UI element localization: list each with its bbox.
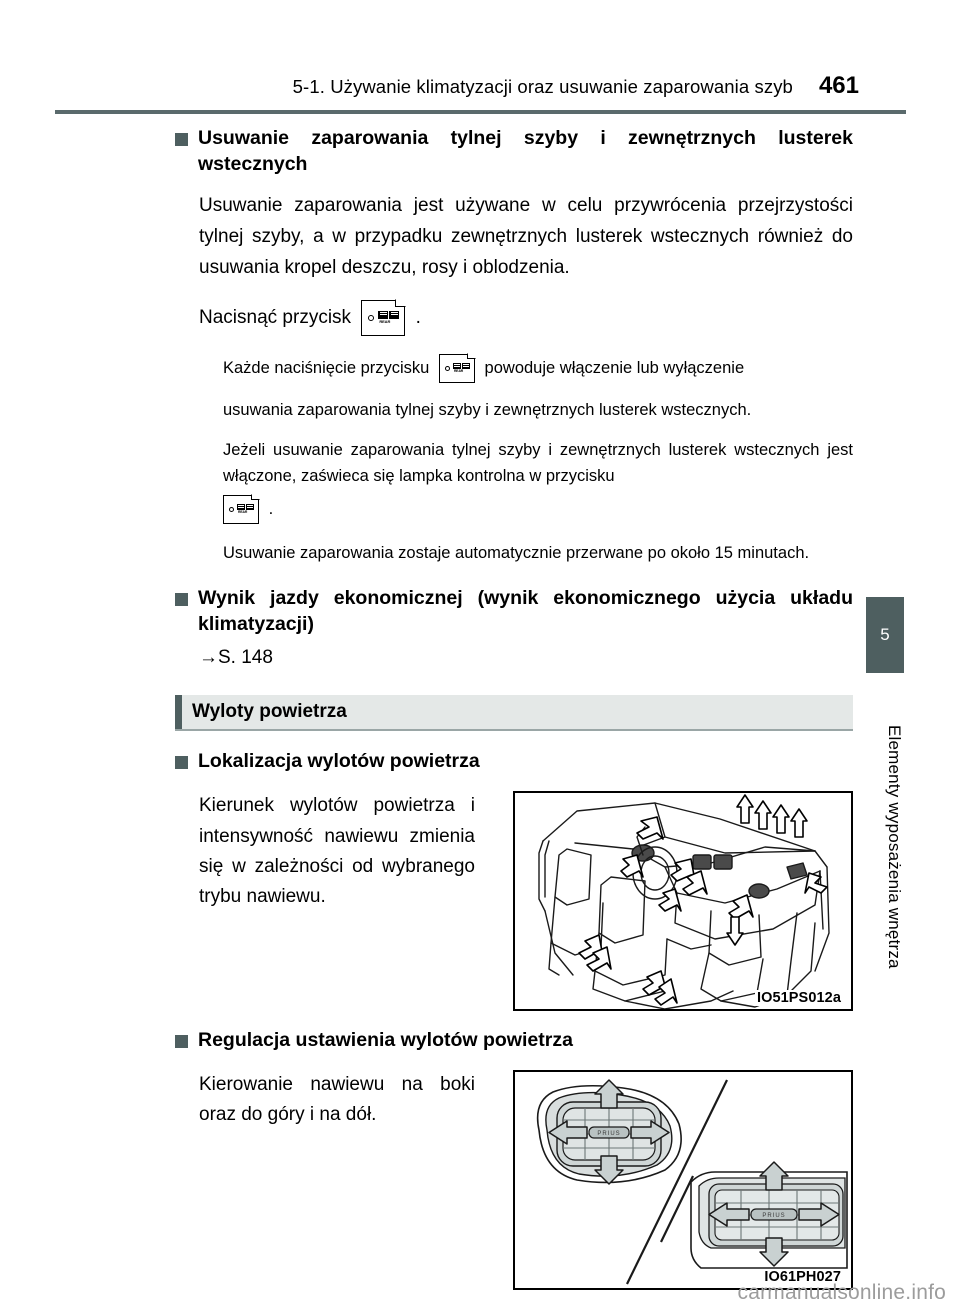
paragraph-press-button: [175, 300, 853, 336]
mirror-glyph: [389, 311, 399, 319]
interior-vent-diagram: [515, 793, 853, 1011]
figure-vent-adjustment: [513, 1070, 853, 1290]
chapter-number: 5: [880, 625, 890, 644]
page-header: [0, 72, 912, 100]
heading-eco-result: [175, 586, 853, 637]
mirror-glyph: [462, 363, 470, 370]
mirror-glyph: [246, 504, 254, 511]
heading-vent-adjustment: [175, 1028, 853, 1054]
button-notch: [467, 353, 476, 359]
content-column: [175, 126, 853, 1295]
square-bullet-icon: [175, 1035, 188, 1048]
section-header-air-vents: [175, 695, 853, 729]
square-bullet-icon: [175, 133, 188, 146]
rear-window-glyph: [378, 311, 388, 319]
figure-interior-vents: [513, 791, 853, 1011]
heading-vent-location: [175, 749, 853, 775]
section-header-underline: [175, 729, 853, 731]
subparagraph-toggle-prefix: Każde naciśnięcie przycisku: [223, 358, 430, 377]
heading-vent-adjustment-label: Regulacja ustawienia wylotów powietrza: [198, 1029, 573, 1052]
indicator-light-icon: [229, 507, 234, 512]
vent-adjustment-diagram: [515, 1072, 853, 1290]
vent-location-row: [175, 791, 853, 1016]
chapter-tab: [866, 597, 904, 673]
vent-brand-label-lower: PRIUS: [762, 1213, 786, 1220]
section-header-label: Wyloty powietrza: [192, 701, 347, 723]
paragraph-vent-location: Kierunek wylotów powietrza i intensywność nawiewu zmienia się w zależności od wybranego trybu nawiewu.: [199, 795, 475, 908]
rear-defogger-button-icon: [439, 354, 475, 383]
section-accent-bar: [175, 695, 182, 729]
subparagraph-indicator-icon-line: [175, 495, 853, 524]
button-notch: [395, 299, 406, 306]
header-divider: [55, 110, 906, 114]
footer-watermark: carmanualsonline.info: [737, 1281, 946, 1304]
subparagraph-toggle-line2: usuwania zaparowania tylnej szyby i zewnętrznych lusterek wstecznych.: [223, 400, 752, 419]
defogger-glyphs: [378, 311, 399, 319]
heading-defogger: [175, 126, 853, 177]
side-vent-upper: [538, 1080, 682, 1184]
rear-label: REAR: [453, 369, 464, 374]
figure-caption: IO61PH027: [764, 1268, 841, 1285]
subparagraph-toggle: [175, 354, 853, 383]
rear-defogger-button-icon: [361, 300, 405, 336]
vent-adjustment-row: [175, 1070, 853, 1295]
paragraph-vent-adjustment: Kierowanie nawiewu na boki oraz do góry i na dół.: [199, 1073, 475, 1126]
square-bullet-icon: [175, 756, 188, 769]
rear-label: REAR: [238, 510, 248, 515]
heading-defogger-label: Usuwanie zaparowania tylnej szyby i zewnętrznych lusterek wstecznych: [198, 127, 853, 175]
heading-eco-result-label: Wynik jazdy ekonomicznej (wynik ekonomicznego użycia układu klimatyzacji): [198, 587, 853, 635]
subparagraph-toggle-suffix: powoduje włączenie lub wyłączenie: [484, 358, 745, 377]
vent-brand-label-upper: PRIUS: [597, 1131, 621, 1138]
rear-label: REAR: [379, 319, 391, 325]
header-section-title: 5-1. Używanie klimatyzacji oraz usuwanie zaparowania szyb: [292, 76, 793, 97]
indicator-light-icon: [445, 366, 450, 371]
figure-caption: IO51PS012a: [756, 990, 841, 1007]
page-number: 461: [818, 72, 859, 99]
subparagraph-indicator-text: Jeżeli usuwanie zaparowania tylnej szyby i zewnętrznych lusterek wstecznych jest włączone, zaświeca się lampka kontrolna w przycisku: [223, 440, 853, 485]
subparagraph-indicator: [175, 437, 853, 489]
press-button-suffix: .: [415, 306, 421, 328]
indicator-light-icon: [368, 315, 374, 321]
side-vent-lower: [691, 1162, 847, 1268]
subparagraph-indicator-suffix: .: [268, 499, 274, 518]
cross-reference[interactable]: →S. 148: [199, 647, 273, 669]
square-bullet-icon: [175, 593, 188, 606]
button-notch: [251, 494, 260, 500]
heading-vent-location-label: Lokalizacja wylotów powietrza: [198, 750, 480, 773]
subparagraph-autostop: Usuwanie zaparowania zostaje automatycznie przerwane po około 15 minutach.: [223, 543, 810, 562]
rear-defogger-button-icon: [223, 495, 259, 524]
chapter-title-vertical: Elementy wyposażenia wnętrza: [885, 725, 904, 969]
press-button-prefix: Nacisnąć przycisk: [199, 306, 352, 328]
paragraph-defogger-intro: Usuwanie zaparowania jest używane w celu przywrócenia przejrzystości tylnej szyby, a w przypadku zewnętrznych lusterek wstecznych również do usuwania kropel deszczu, rosy i oblodzenia.: [199, 195, 853, 278]
